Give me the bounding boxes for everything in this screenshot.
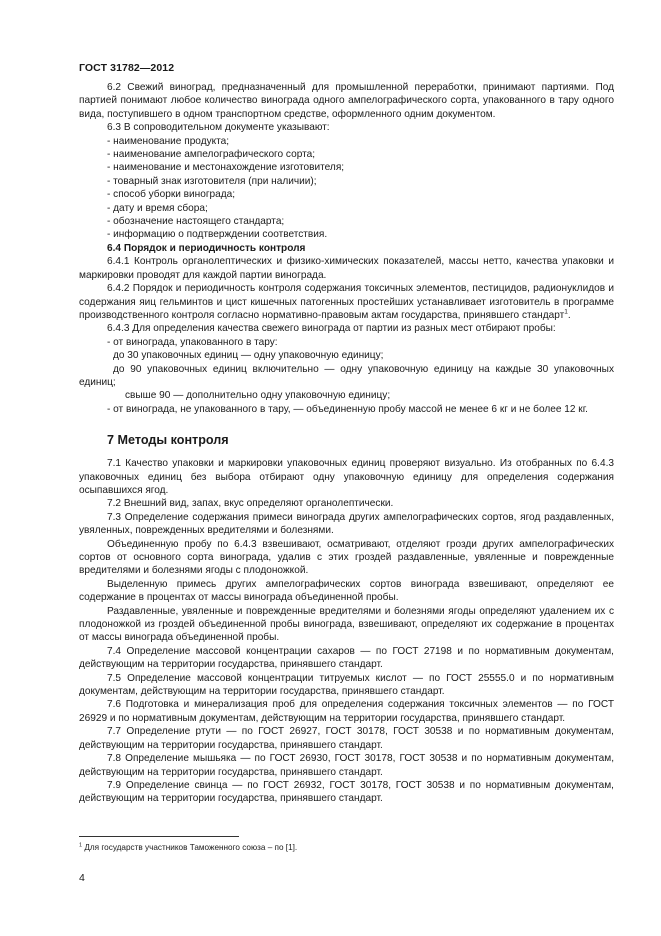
footnote — [79, 842, 297, 853]
clause-7-3-impurity: Выделенную примесь других ампелографических сортов винограда взвешивают, определяют ее содержание в процентах от массы винограда объединенной пробы. — [79, 578, 614, 604]
list-item: - наименование продукта; — [107, 135, 230, 147]
clause-7-1: 7.1 Качество упаковки и маркировки упаковочных единиц проверяют визуально. Из отобранных по 6.4.3 упаковочных единиц без выбора отбирают одну упаковочную единицу для определения содержания осыпавшихся ягод. — [79, 458, 614, 496]
list-item: - наименование ампелографического сорта; — [107, 149, 316, 161]
page-number: 4 — [79, 872, 85, 884]
list-item: - информацию о подтверждении соответствия. — [107, 229, 328, 241]
list-subitem: до 90 упаковочных единиц включительно — одну упаковочную единицу на каждые 30 упаковочных единиц; — [79, 363, 614, 388]
list-item: - от винограда, не упакованного в тару, — объединенную пробу массой не менее 6 кг и не более 12 кг. — [107, 403, 588, 415]
subsection-heading-6-4: 6.4 Порядок и периодичность контроля — [107, 242, 306, 254]
clause-6-4-3: 6.4.3 Для определения качества свежего винограда от партии из разных мест отбирают пробы: — [107, 323, 556, 335]
list-item: - наименование и местонахождение изготовителя; — [107, 162, 345, 174]
clause-6-4-2: 6.4.2 Порядок и периодичность контроля содержания токсичных элементов, пестицидов, радионуклидов и содержания яиц гельминтов и цист кишечных патогенных простейших устанавливает изготовитель в программе производственного контроля согласно нормативно-правовым актам государства, принявшего стандарт$^1$. — [79, 283, 614, 321]
list-subitem: свыше 90 — дополнительно одну упаковочную единицу; — [125, 390, 391, 402]
clause-6-2: 6.2 Свежий виноград, предназначенный для промышленной переработки, принимают партиями. Под партией понимают любое количество винограда одного ампелографического сорта, упакованного в тару одного вида, поступившего в одном транспортном средстве, оформленного одним документом. — [79, 82, 614, 120]
list-item: - товарный знак изготовителя (при наличии); — [107, 175, 317, 187]
clause-7-9: 7.9 Определение свинца — по ГОСТ 26932, ГОСТ 30178, ГОСТ 30538 и по нормативным документам, действующим на территории государства, принявшего стандарт. — [79, 779, 614, 805]
document-header: ГОСТ 31782—2012 — [79, 62, 175, 74]
clause-7-4: 7.4 Определение массовой концентрации сахаров — по ГОСТ 27198 и по нормативным документам, действующим на территории государства, принявшего стандарт. — [79, 645, 614, 671]
clause-7-3-procedure: Объединенную пробу по 6.4.3 взвешивают, осматривают, отделяют грозди других ампелографических сортов от основного сорта винограда, удалив с этих гроздей раздавленные, увяленные и поврежденные вредителями и болезнями ягоды с плодоножкой. — [79, 538, 614, 577]
clause-7-3-damaged: Раздавленные, увяленные и поврежденные вредителями и болезнями ягоды определяют удалением их с плодоножкой из гроздей объединенной пробы винограда, взвешивают, определяют их содержание в процентах от массы винограда объединенной пробы. — [79, 605, 614, 644]
clause-7-7: 7.7 Определение ртути — по ГОСТ 26927, ГОСТ 30178, ГОСТ 30538 и по нормативным документам, действующим на территории государства, принявшего стандарт. — [79, 726, 614, 751]
clause-6-3: 6.3 В сопроводительном документе указывают: — [107, 122, 330, 134]
clause-7-6: 7.6 Подготовка и минерализация проб для определения содержания токсичных элементов — по ГОСТ 26929 и по нормативным документам, действующим на территории государства, принявшего стандарт. — [79, 699, 614, 724]
section-heading-7: 7 Методы контроля — [107, 433, 229, 448]
list-item: - дату и время сбора; — [107, 202, 208, 214]
clause-6-4-2-text: 6.4.2 Порядок и периодичность контроля содержания токсичных элементов, пестицидов, радионуклидов и содержания яиц гельминтов и цист кишечных патогенных простейших устанавливает изготовитель в программе производственного контроля согласно нормативно-правовым актам государства, принявшего стандарт — [79, 283, 614, 321]
list-subitem: до 30 упаковочных единиц — одну упаковочную единицу; — [113, 350, 384, 362]
footnote-text: Для государств участников Таможенного союза – по [1]. — [82, 843, 298, 852]
document-body — [79, 81, 614, 806]
clause-7-3: 7.3 Определение содержания примеси винограда других ампелографических сортов, ягод раздавленных, увяленных, поврежденных вредителями и болезнями. — [79, 511, 614, 537]
footnote-mark: 1 — [79, 842, 83, 849]
list-item: - от винограда, упакованного в тару: — [107, 336, 278, 348]
footnote-separator — [79, 836, 239, 837]
clause-7-5: 7.5 Определение массовой концентрации титруемых кислот — по ГОСТ 25555.0 и по нормативным документам, действующим на территории государства, принявшего стандарт. — [79, 672, 614, 698]
footnote-reference: 1 — [564, 308, 568, 316]
clause-7-8: 7.8 Определение мышьяка — по ГОСТ 26930, ГОСТ 30178, ГОСТ 30538 и по нормативным документам, действующим на территории государства, принявшего стандарт. — [79, 753, 614, 778]
clause-6-4-1: 6.4.1 Контроль органолептических и физико-химических показателей, массы нетто, качества упаковки и маркировки проводят для каждой партии винограда. — [79, 256, 614, 281]
list-item: - способ уборки винограда; — [107, 189, 236, 201]
clause-7-2: 7.2 Внешний вид, запах, вкус определяют органолептически. — [107, 498, 394, 510]
list-item: - обозначение настоящего стандарта; — [107, 216, 285, 228]
